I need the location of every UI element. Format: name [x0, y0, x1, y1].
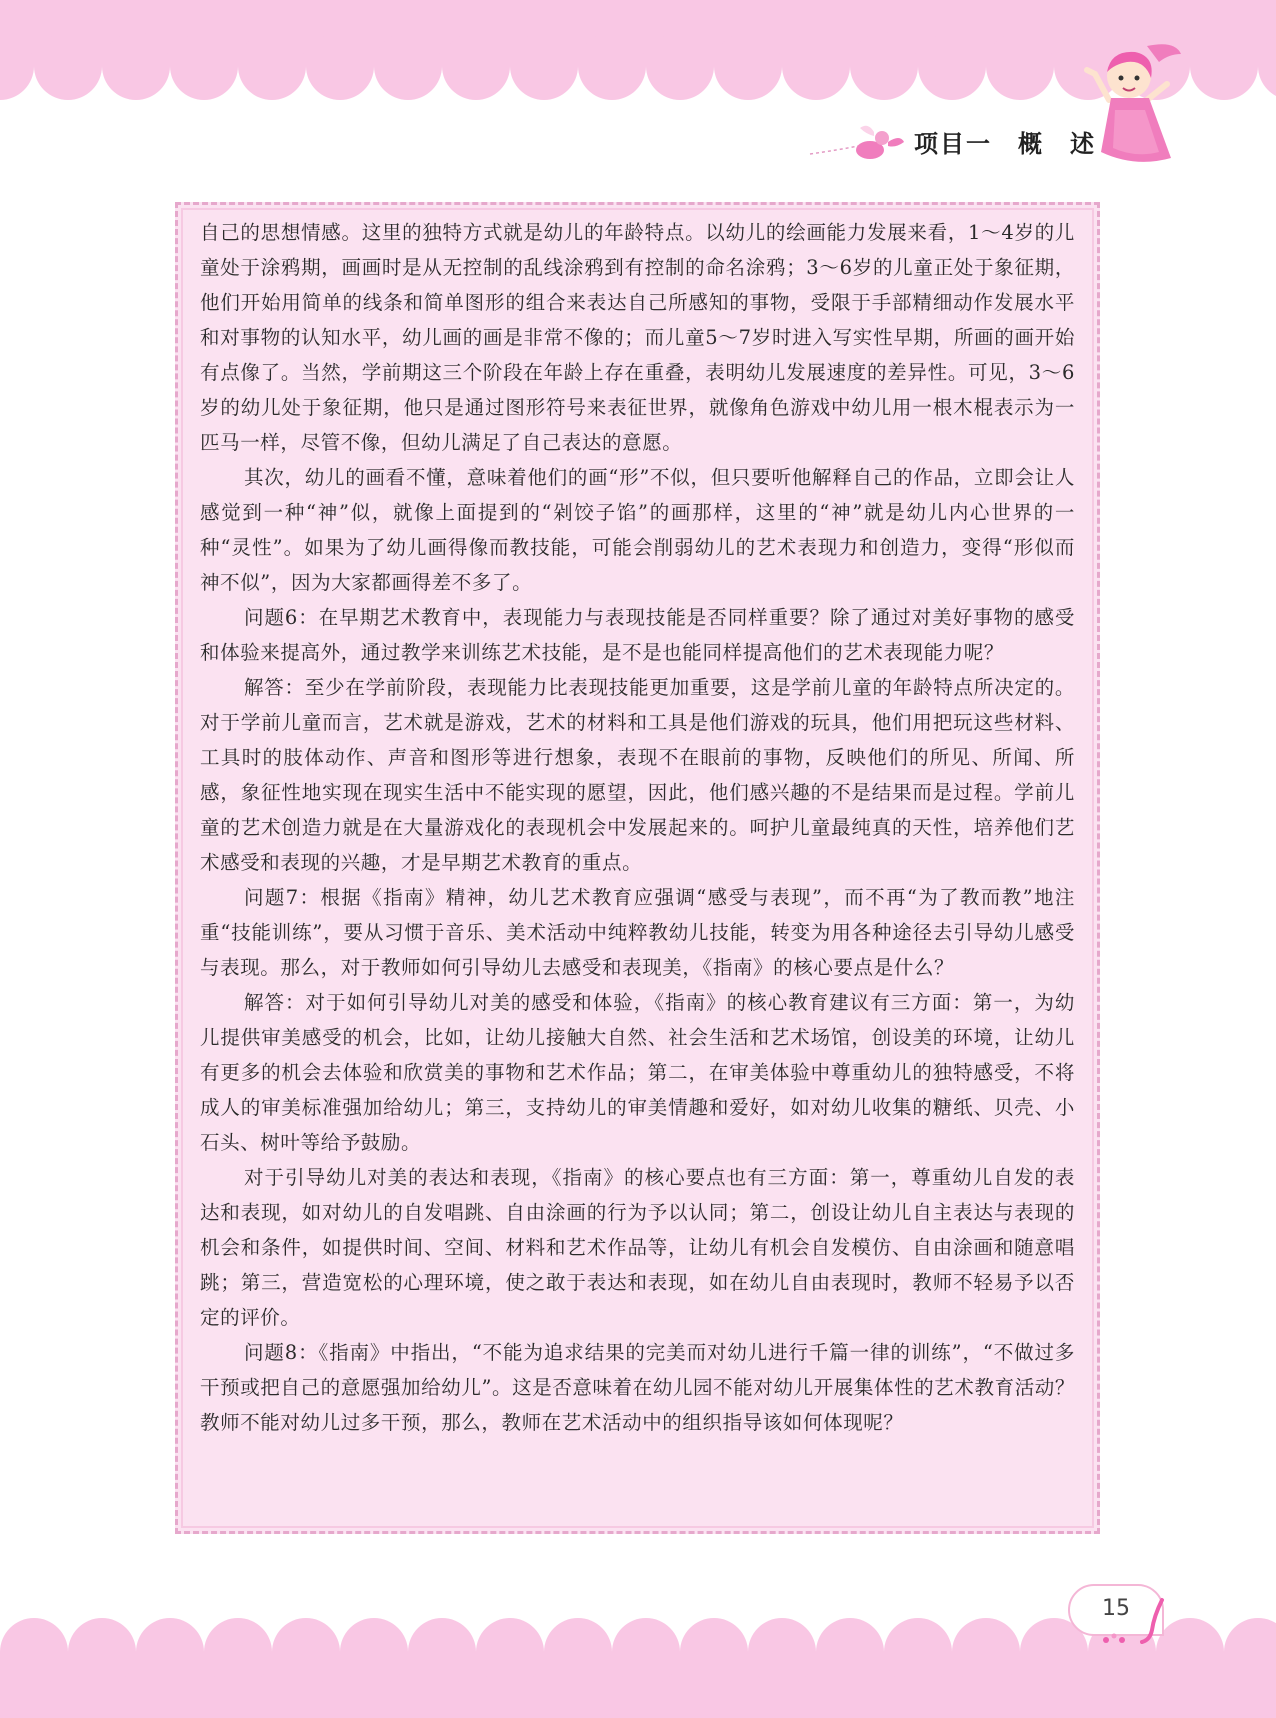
question-7: 问题7：根据《指南》精神，幼儿艺术教育应强调“感受与表现”，而不再“为了教而教”地注重“技能训练”，要从习惯于音乐、美术活动中纯粹教幼儿技能，转变为用各种途径去引导幼儿感受与表现。那么，对于教师如何引导幼儿去感受和表现美，《指南》的核心要点是什么？ — [200, 886, 1075, 979]
answer-6: 解答：至少在学前阶段，表现能力比表现技能更加重要，这是学前儿童的年龄特点所决定的。对于学前儿童而言，艺术就是游戏，艺术的材料和工具是他们游戏的玩具，他们用把玩这些材料、工具时的肢体动作、声音和图形等进行想象，表现不在眼前的事物，反映他们的所见、所闻、所感，象征性地实现在现实生活中不能实现的愿望，因此，他们感兴趣的不是结果而是过程。学前儿童的艺术创造力就是在大量游戏化的表现机会中发展起来的。呵护儿童最纯真的天性，培养他们艺术感受和表现的兴趣，才是早期艺术教育的重点。 — [200, 676, 1075, 874]
content-box — [175, 202, 1100, 1534]
page-number: 15 — [1102, 1596, 1130, 1621]
question-6: 问题6：在早期艺术教育中，表现能力与表现技能是否同样重要？除了通过对美好事物的感受和体验来提高外，通过教学来训练艺术技能，是不是也能同样提高他们的艺术表现能力呢？ — [200, 606, 1075, 664]
body-paragraph-7: 对于引导幼儿对美的表达和表现，《指南》的核心要点也有三方面：第一，尊重幼儿自发的表达和表现，如对幼儿的自发唱跳、自由涂画的行为予以认同；第二，创设让幼儿自主表达与表现的机会和条件，如提供时间、空间、材料和艺术作品等，让幼儿有机会自发模仿、自由涂画和随意唱跳；第三，营造宽松的心理环境，使之敢于表达和表现，如在幼儿自由表现时，教师不轻易予以否定的评价。 — [200, 1166, 1075, 1329]
answer-7: 解答：对于如何引导幼儿对美的感受和体验，《指南》的核心教育建议有三方面：第一，为幼儿提供审美感受的机会，比如，让幼儿接触大自然、社会生活和艺术场馆，创设美的环境，让幼儿有更多的机会去体验和欣赏美的事物和艺术作品；第二，在审美体验中尊重幼儿的独特感受，不将成人的审美标准强加给幼儿；第三，支持幼儿的审美情趣和爱好，如对幼儿收集的糖纸、贝壳、小石头、树叶等给予鼓励。 — [200, 991, 1075, 1154]
fairy-illustration — [808, 120, 908, 170]
girl-illustration — [1075, 40, 1185, 170]
body-paragraph-1: 自己的思想情感。这里的独特方式就是幼儿的年龄特点。以幼儿的绘画能力发展来看，1～4岁的儿童处于涂鸦期，画画时是从无控制的乱线涂鸦到有控制的命名涂鸦；3～6岁的儿童正处于象征期，他们开始用简单的线条和简单图形的组合来表达自己所感知的事物，受限于手部精细动作发展水平和对事物的认知水平，幼儿画的画是非常不像的；而儿童5～7岁时进入写实性早期，所画的画开始有点像了。当然，学前期这三个阶段在年龄上存在重叠，表明幼儿发展速度的差异性。可见，3～6岁的幼儿处于象征期，他只是通过图形符号来表征世界，就像角色游戏中幼儿用一根木棍表示为一匹马一样，尽管不像，但幼儿满足了自己表达的意愿。 — [200, 221, 1075, 454]
section-title: 项目一 概 述 — [914, 130, 1096, 158]
question-8: 问题8：《指南》中指出，“不能为追求结果的完美而对幼儿进行千篇一律的训练”，“不做过多干预或把自己的意愿强加给幼儿”。这是否意味着在幼儿园不能对幼儿开展集体性的艺术教育活动？教师不能对幼儿过多干预，那么，教师在艺术活动中的组织指导该如何体现呢？ — [200, 1341, 1075, 1434]
body-paragraph-2: 其次，幼儿的画看不懂，意味着他们的画“形”不似，但只要听他解释自己的作品，立即会让人感觉到一种“神”似，就像上面提到的“剁饺子馅”的画那样，这里的“神”就是幼儿内心世界的一种“灵性”。如果为了幼儿画得像而教技能，可能会削弱幼儿的艺术表现力和创造力，变得“形似而神不似”，因为大家都画得差不多了。 — [200, 466, 1075, 594]
flower-icon — [1092, 1596, 1172, 1646]
